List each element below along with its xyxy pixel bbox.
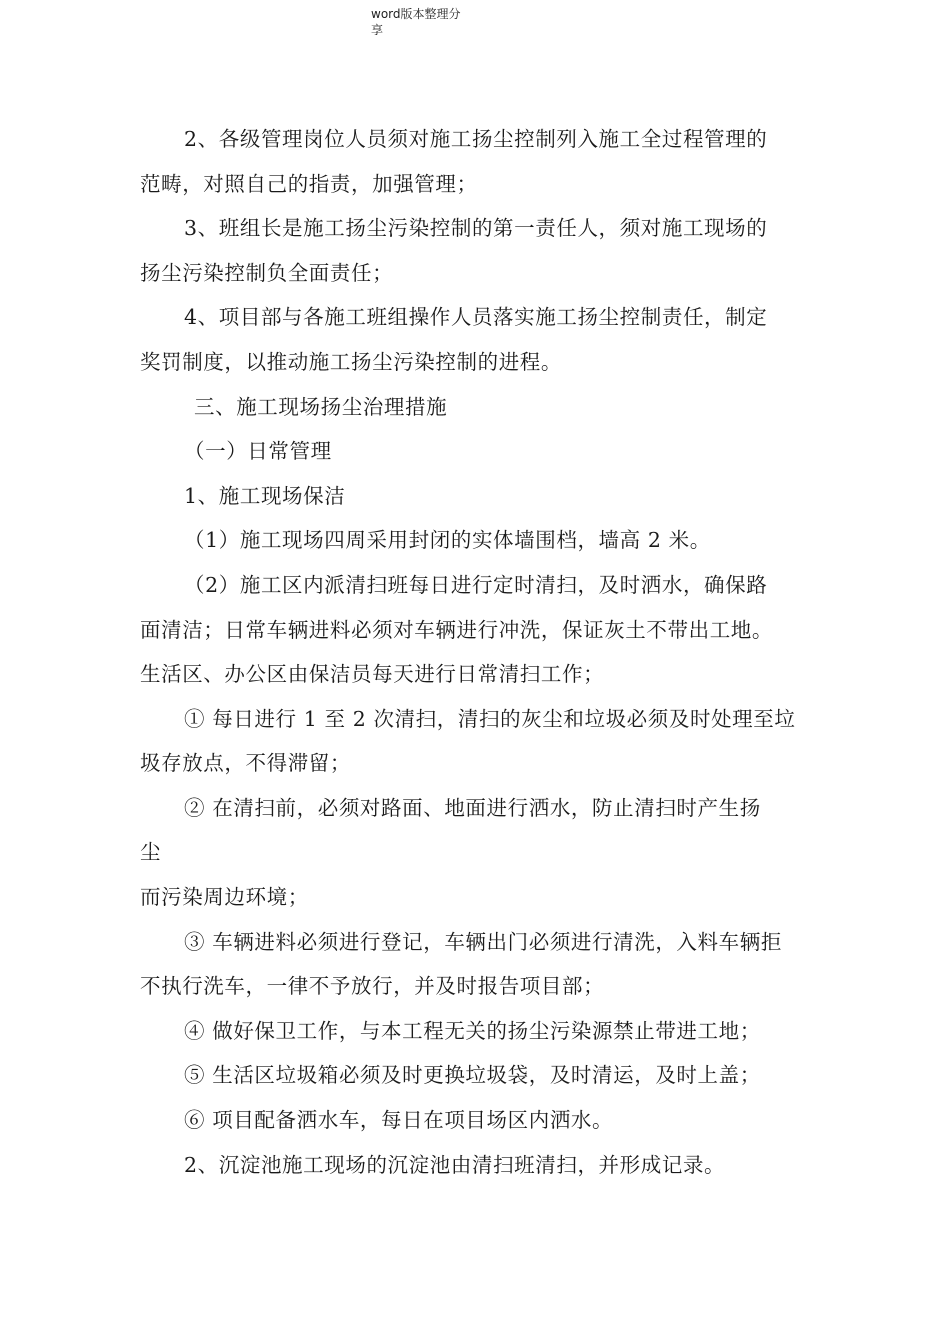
- page-header: [371, 6, 461, 38]
- paragraph-line: ④ 做好保卫工作，与本工程无关的扬尘污染源禁止带进工地；: [184, 1019, 761, 1043]
- paragraph-line: 扬尘污染控制负全面责任；: [140, 261, 394, 285]
- paragraph-line: 而污染周边环境；: [140, 885, 309, 909]
- paragraph-line: ① 每日进行 1 至 2 次清扫，清扫的灰尘和垃圾必须及时处理至垃: [184, 707, 796, 731]
- paragraph-line: ③ 车辆进料必须进行登记，车辆出门必须进行清洗，入料车辆拒: [184, 930, 782, 954]
- paragraph-line: 3、班组长是施工扬尘污染控制的第一责任人，须对施工现场的: [184, 216, 768, 240]
- paragraph-line: 2、各级管理岗位人员须对施工扬尘控制列入施工全过程管理的: [184, 127, 768, 151]
- item-heading: 1、施工现场保洁: [184, 484, 346, 508]
- header-line-1: word版本整理分: [371, 7, 461, 21]
- paragraph-line: 2、沉淀池施工现场的沉淀池由清扫班清扫，并形成记录。: [184, 1153, 726, 1177]
- paragraph-line: 范畴，对照自己的指责，加强管理；: [140, 172, 478, 196]
- paragraph-line: 生活区、办公区由保洁员每天进行日常清扫工作；: [140, 662, 605, 686]
- subsection-heading: （一）日常管理: [184, 439, 332, 463]
- paragraph-line: ⑤ 生活区垃圾箱必须及时更换垃圾袋，及时清运，及时上盖；: [184, 1063, 761, 1087]
- paragraph-line: ② 在清扫前，必须对路面、地面进行洒水，防止清扫时产生扬: [184, 796, 761, 820]
- paragraph-line: （2）施工区内派清扫班每日进行定时清扫，及时洒水，确保路: [184, 573, 768, 597]
- header-line-2: 享: [371, 23, 384, 37]
- paragraph-line: 尘: [140, 840, 162, 864]
- paragraph-line: 4、项目部与各施工班组操作人员落实施工扬尘控制责任，制定: [184, 305, 768, 329]
- paragraph-line: 圾存放点，不得滞留；: [140, 751, 351, 775]
- paragraph-line: ⑥ 项目配备洒水车，每日在项目场区内洒水。: [184, 1108, 614, 1132]
- section-heading: 三、施工现场扬尘治理措施: [194, 395, 448, 419]
- paragraph-line: 不执行洗车，一律不予放行，并及时报告项目部；: [140, 974, 605, 998]
- paragraph-line: 奖罚制度，以推动施工扬尘污染控制的进程。: [140, 350, 562, 374]
- paragraph-line: 面清洁；日常车辆进料必须对车辆进行冲洗，保证灰土不带出工地。: [140, 618, 773, 642]
- paragraph-line: （1）施工现场四周采用封闭的实体墙围档，墙高 2 米。: [184, 528, 711, 552]
